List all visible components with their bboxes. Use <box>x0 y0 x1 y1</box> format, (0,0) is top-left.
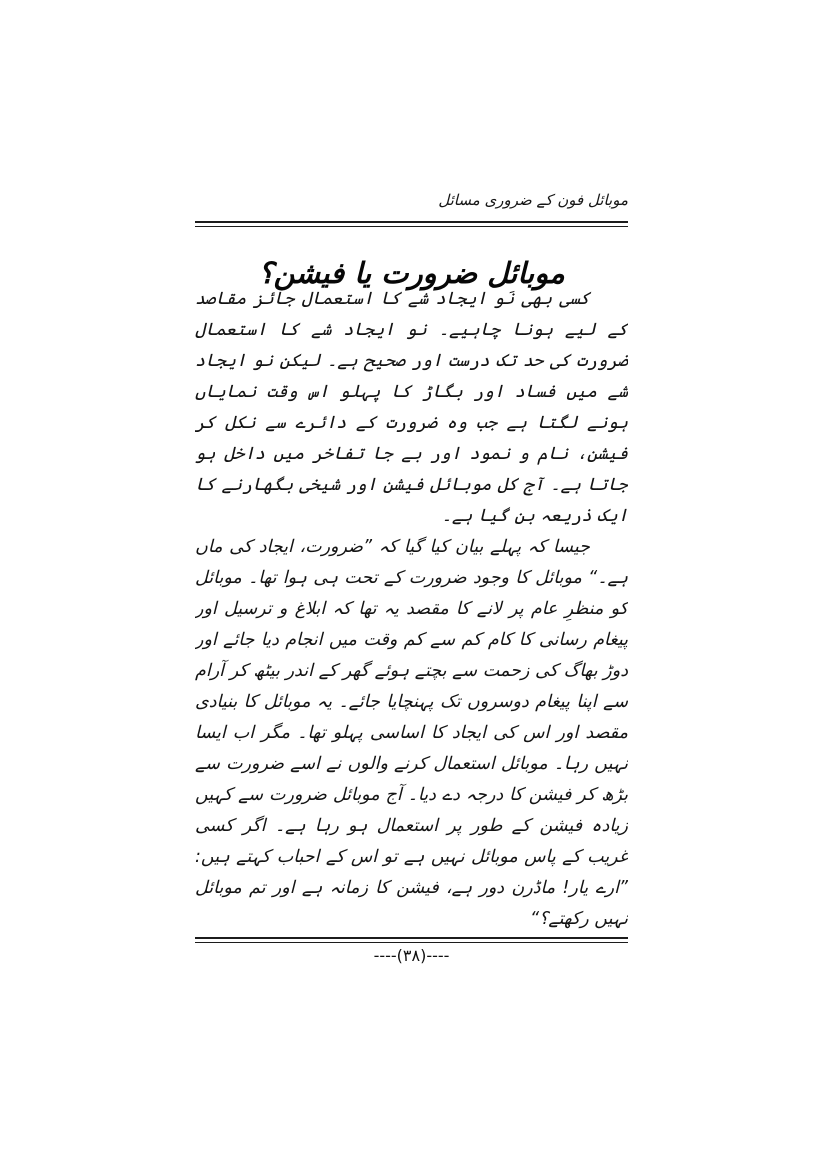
body-text-block <box>195 284 628 934</box>
paragraph-1: کسی بھی نَو ایجاد شے کا استعمال جائز مقاصد کے لیے ہونا چاہیے۔ نو ایجاد شے کا استعمال ضرورت کی حد تک درست اور صحیح ہے۔ لیکن نو ایجاد شے میں فساد اور بگاڑ کا پہلو اس وقت نمایاں ہونے لگتا ہے جب وہ ضرورت کے دائرے سے نکل کر فیشن، نام و نمود اور بے جا تفاخر میں داخل ہو جاتا ہے۔ آج کل موبائل فیشن اور شیخی بگھارنے کا ایک ذریعہ بن گیا ہے۔ <box>195 289 628 526</box>
running-header: موبائل فون کے ضروری مسائل <box>438 191 628 209</box>
paragraph-2: جیسا کہ پہلے بیان کیا گیا کہ ”ضرورت، ایجاد کی ماں ہے۔“ موبائل کا وجود ضرورت کے تحت ہی ہوا تھا۔ موبائل کو منظرِ عام پر لانے کا مقصد یہ تھا کہ ابلاغ و ترسیل اور پیغام رسانی کا کام کم سے کم وقت میں انجام دیا جائے اور دوڑ بھاگ کی زحمت سے بچتے ہوئے گھر کے اندر بیٹھ کر آرام سے اپنا پیغام دوسروں تک پہنچایا جائے۔ یہ موبائل کا بنیادی مقصد اور اس کی ایجاد کا اساسی پہلو تھا۔ مگر اب ایسا نہیں رہا۔ موبائل استعمال کرنے والوں نے اسے ضرورت سے بڑھ کر فیشن کا درجہ دے دیا۔ آج موبائل ضرورت سے کہیں زیادہ فیشن کے طور پر استعمال ہو رہا ہے۔ اگر کسی غریب کے پاس موبائل نہیں ہے تو اس کے احباب کہتے ہیں: ”ارے یار! ماڈرن دور ہے، فیشن کا زمانہ ہے اور تم موبائل نہیں رکھتے؟“ <box>195 537 628 929</box>
chapter-title: موبائل ضرورت یا فیشن؟ <box>258 256 565 291</box>
page-number: ----(۳۸)---- <box>373 946 450 965</box>
footer-double-rule <box>195 937 628 943</box>
header-double-rule <box>195 221 628 227</box>
